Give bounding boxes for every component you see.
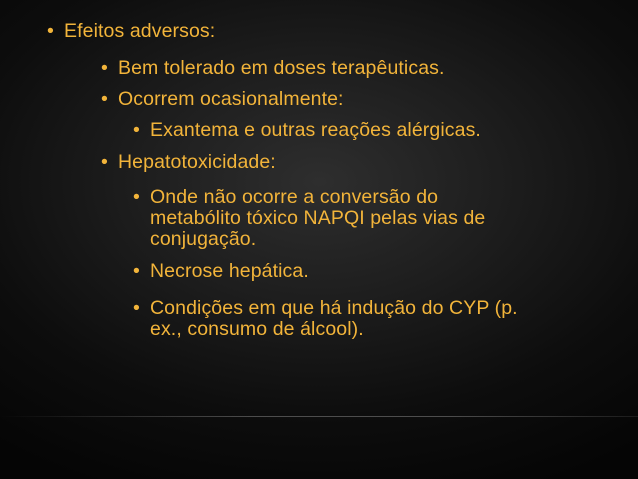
bullet-text: Efeitos adversos: xyxy=(64,20,216,42)
footer-divider xyxy=(0,416,638,417)
bullet-exantema xyxy=(133,119,481,141)
bullet-text: Bem tolerado em doses terapêuticas. xyxy=(118,57,445,79)
bullet-bem-tolerado xyxy=(101,57,445,79)
bullet-hepatotoxicidade xyxy=(101,151,276,173)
bullet-ocorrem-ocasionalmente xyxy=(101,88,344,110)
bullet-necrose xyxy=(133,260,309,282)
bullet-dot-icon: • xyxy=(133,260,140,282)
bullet-efeitos-adversos xyxy=(47,20,216,42)
bullet-napqi xyxy=(133,186,486,250)
bullet-dot-icon: • xyxy=(133,297,140,319)
bullet-text-line: metabólito tóxico NAPQI pelas vias de xyxy=(150,207,486,229)
bullet-text-line: Condições em que há indução do CYP (p. xyxy=(150,297,518,319)
bullet-dot-icon: • xyxy=(101,151,108,173)
bullet-dot-icon: • xyxy=(133,119,140,141)
bullet-dot-icon: • xyxy=(47,20,54,42)
bullet-text: Necrose hepática. xyxy=(150,260,309,282)
bullet-dot-icon: • xyxy=(101,88,108,110)
bullet-text-line: conjugação. xyxy=(150,228,257,250)
bullet-condicoes-cyp xyxy=(133,297,518,340)
bullet-text: Ocorrem ocasionalmente: xyxy=(118,88,344,110)
bullet-text-line: ex., consumo de álcool). xyxy=(150,318,364,340)
bullet-text: Exantema e outras reações alérgicas. xyxy=(150,119,481,141)
bullet-dot-icon: • xyxy=(133,186,140,208)
bullet-text: Hepatotoxicidade: xyxy=(118,151,276,173)
bullet-dot-icon: • xyxy=(101,57,108,79)
bullet-text-line: Onde não ocorre a conversão do xyxy=(150,186,439,208)
